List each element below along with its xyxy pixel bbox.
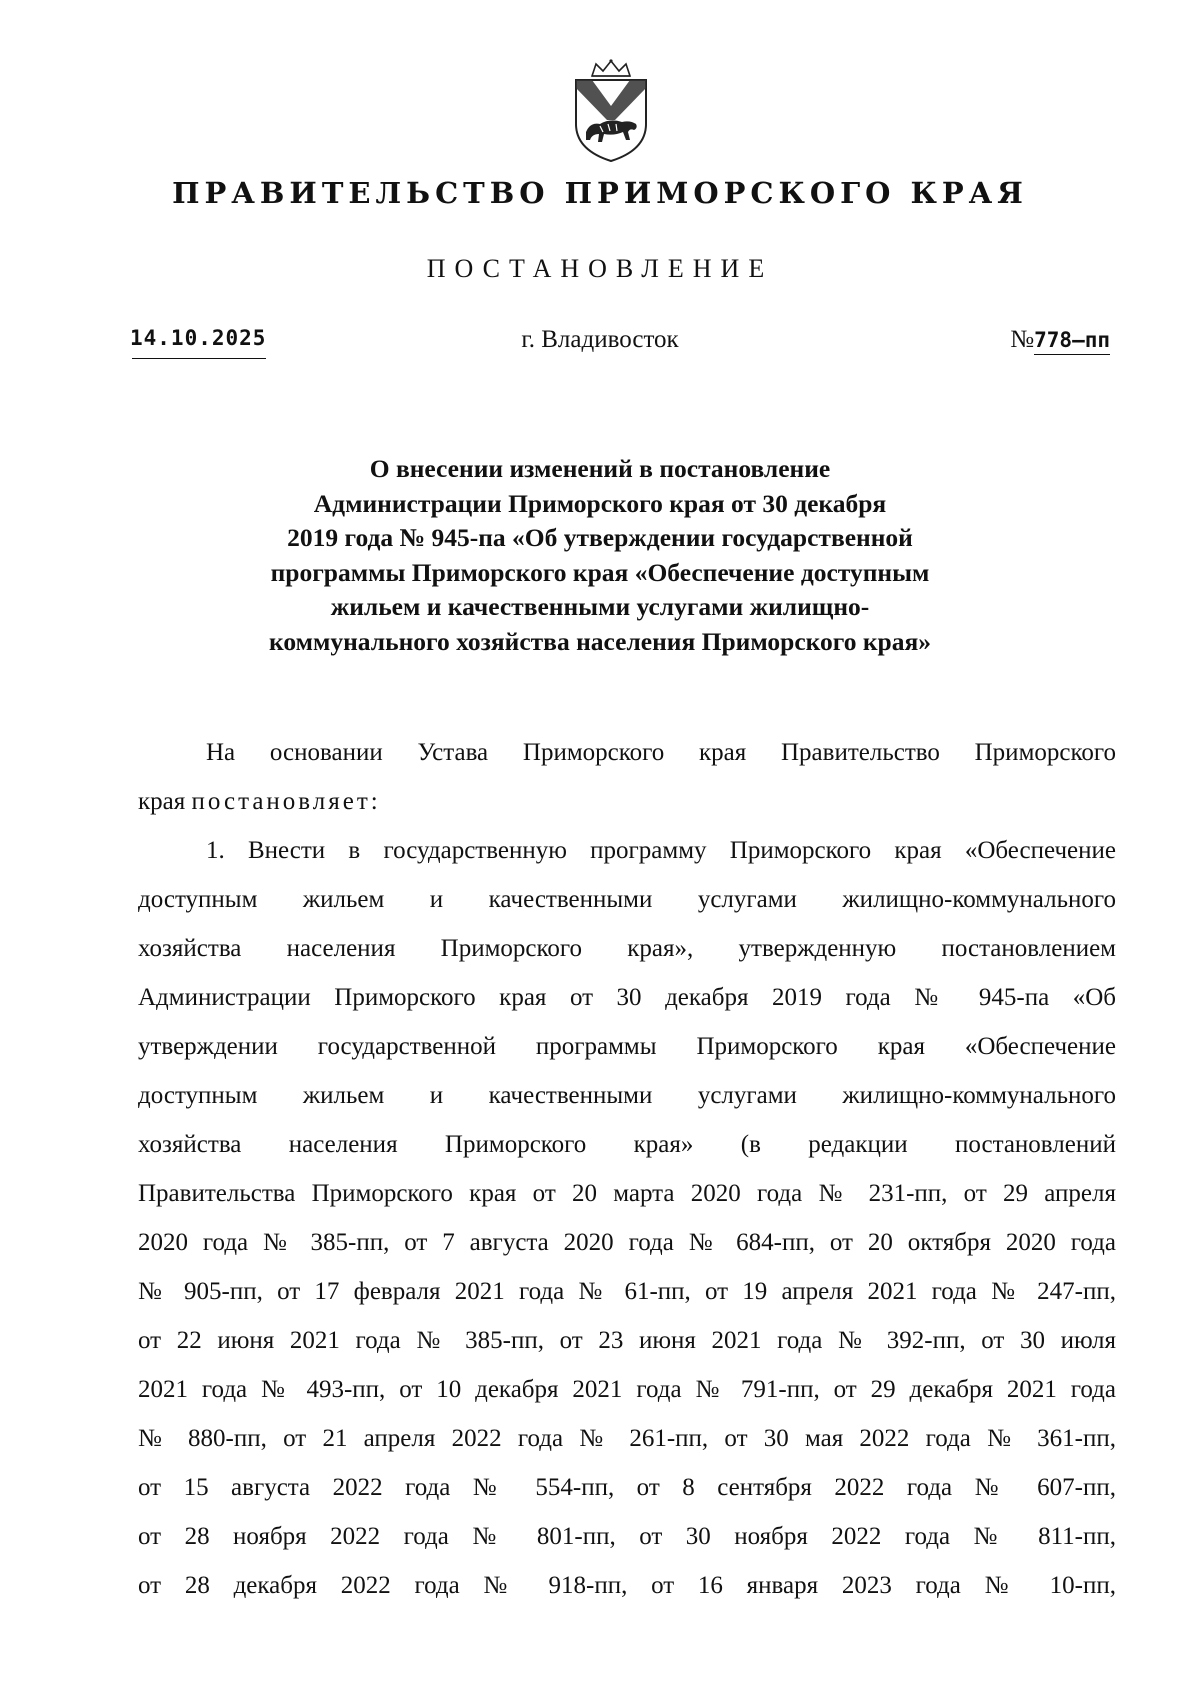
item-line: от 28 декабря 2022 года № 918-пп, от 16 января 2023 года № 10-пп, (138, 1572, 1116, 1599)
preamble-line: На основании Устава Приморского края Правительство Приморского (206, 739, 1116, 766)
item-line: доступным жильем и качественными услугами жилищно-коммунального (138, 886, 1116, 913)
coat-of-arms-icon (570, 58, 652, 164)
item-line: хозяйства населения Приморского края», утвержденную постановлением (138, 935, 1116, 962)
item-line: 1. Внести в государственную программу Приморского края «Обеспечение (206, 837, 1116, 864)
document-number (1010, 326, 1110, 355)
item-line: от 15 августа 2022 года № 554-пп, от 8 сентября 2022 года № 607-пп, (138, 1474, 1116, 1501)
preamble-line-last (138, 777, 1116, 826)
organization-title: ПРАВИТЕЛЬСТВО ПРИМОРСКОГО КРАЯ (172, 176, 1028, 210)
subject-line: Администрации Приморского края от 30 декабря (313, 488, 887, 518)
item-line: утверждении государственной программы Приморского края «Обеспечение (138, 1033, 1116, 1060)
item-line: Правительства Приморского края от 20 марта 2020 года № 231-пп, от 29 апреля (138, 1180, 1116, 1207)
preamble-paragraph (138, 728, 1116, 826)
item-line: доступным жильем и качественными услугами жилищно-коммунального (138, 1082, 1116, 1109)
document-date: 14.10.2025 (130, 326, 267, 350)
subject-line: жильем и качественными услугами жилищно- (330, 592, 870, 621)
item-line: 2020 года № 385-пп, от 7 августа 2020 года № 684-пп, от 20 октября 2020 года (138, 1229, 1116, 1256)
document-city: г. Владивосток (521, 326, 679, 353)
number-value: 778–пп (1034, 328, 1110, 355)
item-line: № 880-пп, от 21 апреля 2022 года № 261-пп, от 30 мая 2022 года № 361-пп, (138, 1425, 1116, 1452)
item-line: от 28 ноября 2022 года № 801-пп, от 30 ноября 2022 года № 811-пп, (138, 1523, 1116, 1550)
item-line: хозяйства населения Приморского края» (в редакции постановлений (138, 1131, 1116, 1158)
date-underline (132, 358, 266, 359)
document-meta-row (0, 326, 1200, 366)
document-body (138, 728, 1116, 1610)
item-line: № 905-пп, от 17 февраля 2021 года № 61-пп, от 19 апреля 2021 года № 247-пп, (138, 1278, 1116, 1305)
item-line: Администрации Приморского края от 30 декабря 2019 года № 945-па «Об (138, 984, 1116, 1011)
preamble-text: края (138, 788, 186, 815)
document-type: ПОСТАНОВЛЕНИЕ (426, 254, 774, 283)
subject-line: О внесении изменений в постановление (369, 454, 831, 483)
preamble-verb: постановляет: (191, 788, 381, 815)
item-line: от 22 июня 2021 года № 385-пп, от 23 июня 2021 года № 392-пп, от 30 июля (138, 1327, 1116, 1354)
subject-line: 2019 года № 945-па «Об утверждении государственной (287, 523, 913, 552)
document-subject (0, 452, 1200, 659)
subject-line: программы Приморского края «Обеспечение доступным (270, 557, 930, 587)
subject-line: коммунального хозяйства населения Приморского края» (269, 626, 931, 656)
item-1-paragraph (138, 826, 1116, 1610)
item-line: 2021 года № 493-пп, от 10 декабря 2021 года № 791-пп, от 29 декабря 2021 года (138, 1376, 1116, 1403)
number-sign: № (1010, 326, 1035, 353)
